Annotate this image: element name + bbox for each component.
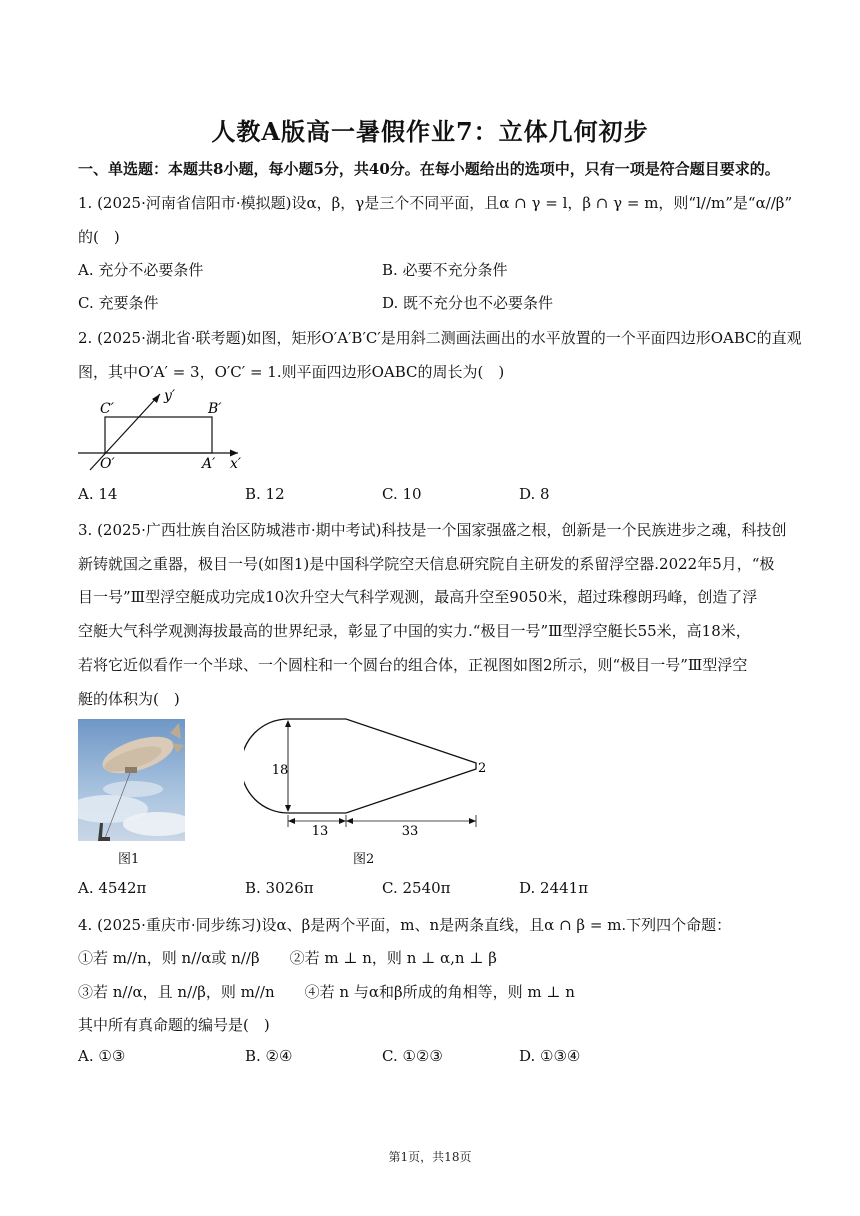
section-heading: 一、单选题：本题共8小题，每小题5分，共40分。在每小题给出的选项中，只有一项是符合题目要求的。: [78, 160, 780, 178]
q2-line-1: 2. (2025·湖北省·联考题)如图，矩形O′A′B′C′是用斜二测画法画出的水平放置的一个平面四边形OABC的直观: [78, 329, 802, 347]
dim-frustum: 33: [401, 824, 419, 838]
label-x: x′: [230, 456, 242, 472]
airship-photo: [78, 719, 185, 841]
q3-line-5: 若将它近似看作一个半球、一个圆柱和一个圆台的组合体，正视图如图2所示，则“极目一号”Ⅲ型浮空: [78, 656, 748, 674]
q3-option-d: D. 2441π: [519, 879, 589, 897]
dim-cylinder: 13: [311, 824, 329, 838]
q1-option-a: A. 充分不必要条件: [78, 261, 204, 279]
q3-line-4: 空艇大气科学观测海拔最高的世界纪录，彰显了中国的实力.“极目一号”Ⅲ型浮空艇长55米，高18米，: [78, 622, 751, 640]
q4-option-c: C. ①②③: [382, 1047, 443, 1065]
airship-front-view: [244, 716, 494, 838]
q4-line-2: ①若 m//n，则 n//α或 n//β ②若 m ⊥ n，则 n ⊥ α,n ⊥ β: [78, 949, 497, 967]
q3-line-3: 目一号”Ⅲ型浮空艇成功完成10次升空大气科学观测，最高升空至9050米，超过珠穆朗玛峰，创造了浮: [78, 588, 758, 606]
q1-option-d: D. 既不充分也不必要条件: [382, 294, 554, 312]
label-y: y′: [164, 388, 176, 404]
q1-option-b: B. 必要不充分条件: [382, 261, 508, 279]
oblique-projection-figure: [78, 388, 248, 478]
q4-option-d: D. ①③④: [519, 1047, 581, 1065]
q3-option-a: A. 4542π: [78, 879, 147, 897]
page-title: 人教A版高一暑假作业7：立体几何初步: [211, 117, 649, 146]
q4-line-1: 4. (2025·重庆市·同步练习)设α、β是两个平面，m、n是两条直线，且α ∩ β = m.下列四个命题：: [78, 916, 732, 934]
q3-option-c: C. 2540π: [382, 879, 451, 897]
fig1-caption: 图1: [118, 852, 140, 867]
q2-option-c: C. 10: [382, 485, 422, 503]
dim-tip: 2: [478, 761, 487, 776]
q4-option-b: B. ②④: [245, 1047, 293, 1065]
q3-line-2: 新铸就国之重器，极目一号(如图1)是中国科学院空天信息研究院自主研发的系留浮空器.2022年5月，“极: [78, 555, 775, 573]
page-footer: 第1页，共18页: [388, 1150, 472, 1164]
q2-option-b: B. 12: [245, 485, 285, 503]
q3-line-1: 3. (2025·广西壮族自治区防城港市·期中考试)科技是一个国家强盛之根，创新是一个民族进步之魂，科技创: [78, 521, 787, 539]
q1-option-c: C. 充要条件: [78, 294, 159, 312]
q2-option-a: A. 14: [78, 485, 118, 503]
dim-height: 18: [271, 763, 289, 778]
q2-line-2: 图，其中O′A′ = 3，O′C′ = 1.则平面四边形OABC的周长为( ): [78, 363, 505, 381]
label-c: C′: [100, 401, 114, 417]
q4-line-3: ③若 n//α，且 n//β，则 m//n ④若 n 与α和β所成的角相等，则 m ⊥ n: [78, 983, 575, 1001]
label-b: B′: [208, 401, 222, 417]
q1-line-2: 的( ): [78, 228, 120, 246]
q3-option-b: B. 3026π: [245, 879, 314, 897]
q4-option-a: A. ①③: [78, 1047, 126, 1065]
q3-line-6: 艇的体积为( ): [78, 690, 180, 708]
fig2-caption: 图2: [353, 852, 375, 867]
label-o: O′: [100, 456, 115, 472]
label-a: A′: [202, 456, 216, 472]
q2-option-d: D. 8: [519, 485, 550, 503]
q1-line-1: 1. (2025·河南省信阳市·模拟题)设α，β，γ是三个不同平面，且α ∩ γ = l，β ∩ γ = m，则“l//m”是“α//β”: [78, 194, 793, 212]
q4-line-4: 其中所有真命题的编号是( ): [78, 1016, 270, 1034]
